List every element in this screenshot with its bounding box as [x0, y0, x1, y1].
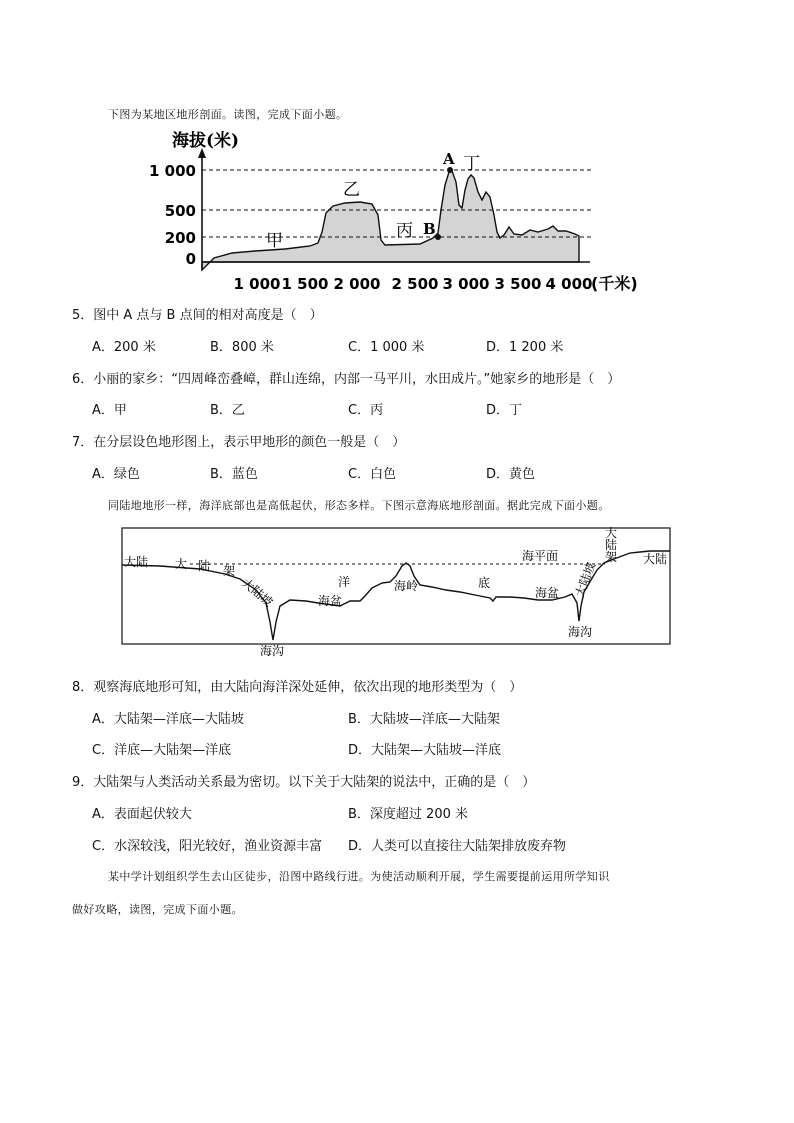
- y-tick-label: 200: [164, 229, 196, 247]
- label-basin-right: 海盆: [535, 586, 560, 600]
- label-ding: 丁: [463, 154, 480, 174]
- label-floor: 底: [478, 576, 491, 590]
- label-trench-left: 海沟: [260, 644, 285, 658]
- question-6-stem: 6．小丽的家乡：“四周峰峦叠嶂，群山连绵，内部一马平川，水田成片。”她家乡的地形是（ ）: [72, 372, 621, 387]
- label-shelf-right-1: 大: [605, 526, 618, 540]
- label-shelf-right-2: 陆: [605, 538, 618, 552]
- x-axis-unit: (千米): [591, 274, 638, 293]
- section3-intro-line1: 某中学计划组织学生去山区徒步，沿图中路线行进。为使活动顺利开展，学生需要提前运用所学知识: [108, 870, 610, 883]
- question-7-option-b[interactable]: B．蓝色: [210, 467, 258, 482]
- x-tick-label: 2 000: [333, 275, 381, 293]
- question-6-option-d[interactable]: D．丁: [486, 403, 523, 418]
- label-yi: 乙: [343, 180, 360, 200]
- y-tick-label: 500: [164, 202, 196, 220]
- label-ridge: 海岭: [394, 579, 419, 593]
- x-tick-label: 1 500: [281, 275, 329, 293]
- label-sea-level: 海平面: [522, 549, 559, 563]
- question-5-option-a[interactable]: A．200 米: [92, 340, 156, 355]
- section1-intro: 下图为某地区地形剖面。读图，完成下面小题。: [108, 108, 348, 121]
- question-8-option-b[interactable]: B．大陆坡—洋底—大陆架: [348, 712, 500, 727]
- label-slope-right: 大陆坡: [572, 560, 599, 600]
- label-bing: 丙: [396, 221, 413, 241]
- question-6-option-a[interactable]: A．甲: [92, 403, 127, 418]
- question-9-option-b[interactable]: B．深度超过 200 米: [348, 807, 468, 822]
- point-b-marker: [435, 234, 441, 240]
- y-tick-label: 0: [185, 250, 196, 268]
- label-slope-left: 大陆坡: [239, 575, 276, 610]
- y-axis-label: 海拔(米): [172, 131, 240, 151]
- x-tick-label: 3 500: [494, 275, 542, 293]
- seafloor-profile-figure: [118, 520, 674, 660]
- question-9-option-d[interactable]: D．人类可以直接往大陆架排放废弃物: [348, 839, 567, 854]
- question-8-option-a[interactable]: A．大陆架—洋底—大陆坡: [92, 712, 244, 727]
- x-tick-label: 4 000: [545, 275, 593, 293]
- label-shelf-left-2: 陆: [198, 559, 211, 573]
- terrain-profile: [202, 171, 579, 270]
- question-8-stem: 8．观察海底地形可知，由大陆向海洋深处延伸，依次出现的地形类型为（ ）: [72, 680, 523, 695]
- label-shelf-right-3: 架: [605, 550, 618, 564]
- question-5-option-c[interactable]: C．1 000 米: [348, 340, 425, 355]
- question-5-option-d[interactable]: D．1 200 米: [486, 340, 564, 355]
- question-8-option-c[interactable]: C．洋底—大陆架—洋底: [92, 743, 232, 758]
- question-7-stem: 7．在分层设色地形图上，表示甲地形的颜色一般是（ ）: [72, 435, 406, 450]
- question-9-option-c[interactable]: C．水深较浅，阳光较好，渔业资源丰富: [92, 839, 323, 854]
- question-5-stem: 5．图中 A 点与 B 点间的相对高度是（ ）: [72, 308, 323, 323]
- question-7-option-a[interactable]: A．绿色: [92, 467, 140, 482]
- x-tick-label: 2 500: [391, 275, 439, 293]
- question-6-option-c[interactable]: C．丙: [348, 403, 384, 418]
- question-7-option-c[interactable]: C．白色: [348, 467, 397, 482]
- label-basin-left: 海盆: [318, 594, 343, 608]
- question-8-option-d[interactable]: D．大陆架—大陆坡—洋底: [348, 743, 502, 758]
- label-jia: 甲: [266, 231, 283, 251]
- terrain-profile-figure: [140, 126, 660, 298]
- label-a: A: [443, 150, 455, 168]
- question-7-option-d[interactable]: D．黄色: [486, 467, 536, 482]
- label-right-continent: 大陆: [643, 552, 668, 566]
- question-9-stem: 9．大陆架与人类活动关系最为密切。以下关于大陆架的说法中，正确的是（ ）: [72, 775, 536, 790]
- label-left-continent: 大陆: [124, 555, 149, 569]
- section2-intro: 同陆地地形一样，海洋底部也是高低起伏，形态多样。下图示意海底地形剖面。据此完成下面小题。: [108, 499, 610, 512]
- y-tick-label: 1 000: [149, 162, 196, 180]
- section3-intro-line2: 做好攻略，读图，完成下面小题。: [72, 903, 243, 916]
- question-9-option-a[interactable]: A．表面起伏较大: [92, 807, 192, 822]
- label-shelf-left-3: 架: [223, 564, 236, 578]
- label-shelf-left-1: 大: [175, 557, 188, 571]
- label-trench-right: 海沟: [568, 625, 593, 639]
- x-tick-label: 3 000: [442, 275, 490, 293]
- x-tick-label: 1 000: [233, 275, 281, 293]
- question-5-option-b[interactable]: B．800 米: [210, 340, 274, 355]
- label-b: B: [423, 220, 436, 238]
- label-ocean: 洋: [338, 575, 351, 589]
- question-6-option-b[interactable]: B．乙: [210, 403, 245, 418]
